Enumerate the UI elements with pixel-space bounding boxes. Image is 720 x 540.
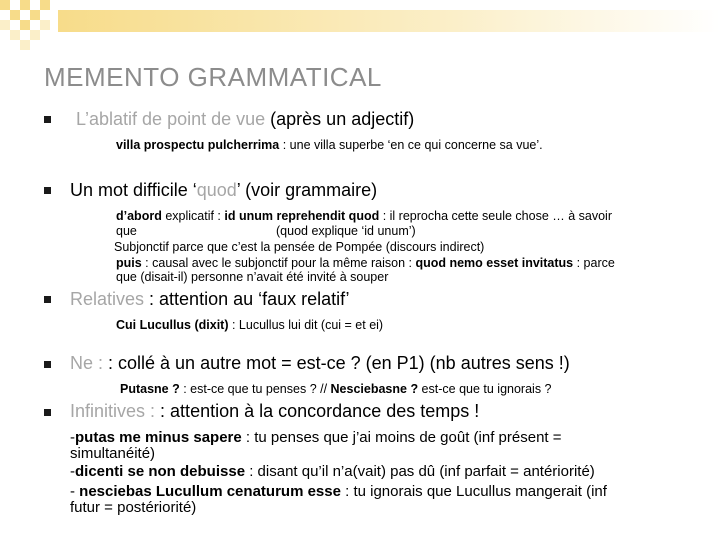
- item-ablatif-heading: L’ablatif de point de vue (après un adjectif): [76, 109, 415, 129]
- item-relatives-heading: Relatives : attention au ‘faux relatif’: [70, 289, 350, 309]
- item-infinitives-line-a: -putas me minus sapere : tu penses que j’ai moins de goût (inf présent =: [70, 429, 562, 446]
- header-decoration: [0, 0, 720, 60]
- item-quod-line-3: Subjonctif parce que c’est la pensée de Pompée (discours indirect): [114, 240, 485, 254]
- item-infinitives-heading: Infinitives : : attention à la concordance des temps !: [70, 401, 480, 421]
- bullet-icon: [44, 296, 51, 303]
- item-ne-heading: Ne : : collé à un autre mot = est-ce ? (en P1) (nb autres sens !): [70, 353, 570, 373]
- item-quod-line-4: puis : causal avec le subjonctif pour la même raison : quod nemo esset invitatus : parce: [116, 256, 615, 270]
- bullet-icon: [44, 187, 51, 194]
- item-quod-line-2b: (quod explique ‘id unum’): [276, 224, 416, 238]
- bullet-icon: [44, 361, 51, 368]
- item-quod-line-5: que (disait-il) personne n’avait été invité à souper: [116, 270, 389, 284]
- item-ne-example: Putasne ? : est-ce que tu penses ? // Nesciebasne ? est-ce que tu ignorais ?: [120, 382, 552, 396]
- item-infinitives-line-c-cont: futur = postériorité): [70, 499, 197, 516]
- slide-title: MEMENTO GRAMMATICAL: [44, 62, 382, 92]
- item-quod-line-2a: que: [116, 224, 137, 238]
- item-infinitives-line-c: - nesciebas Lucullum cenaturum esse : tu ignorais que Lucullus mangerait (inf: [70, 483, 607, 500]
- item-quod-line-1: d’abord explicatif : id unum reprehendit quod : il reprocha cette seule chose … à savoir: [116, 209, 612, 223]
- item-infinitives-line-b: -dicenti se non debuisse : disant qu’il n’a(vait) pas dû (inf parfait = antériorité): [70, 463, 595, 480]
- item-quod-heading: Un mot difficile ‘quod’ (voir grammaire): [70, 180, 378, 200]
- item-ablatif-example: villa prospectu pulcherrima : une villa superbe ‘en ce qui concerne sa vue’.: [116, 138, 543, 152]
- item-infinitives-line-a-cont: simultanéité): [70, 445, 156, 462]
- bullet-icon: [44, 409, 51, 416]
- bullet-icon: [44, 116, 51, 123]
- item-relatives-example: Cui Lucullus (dixit) : Lucullus lui dit (cui = et ei): [116, 318, 384, 332]
